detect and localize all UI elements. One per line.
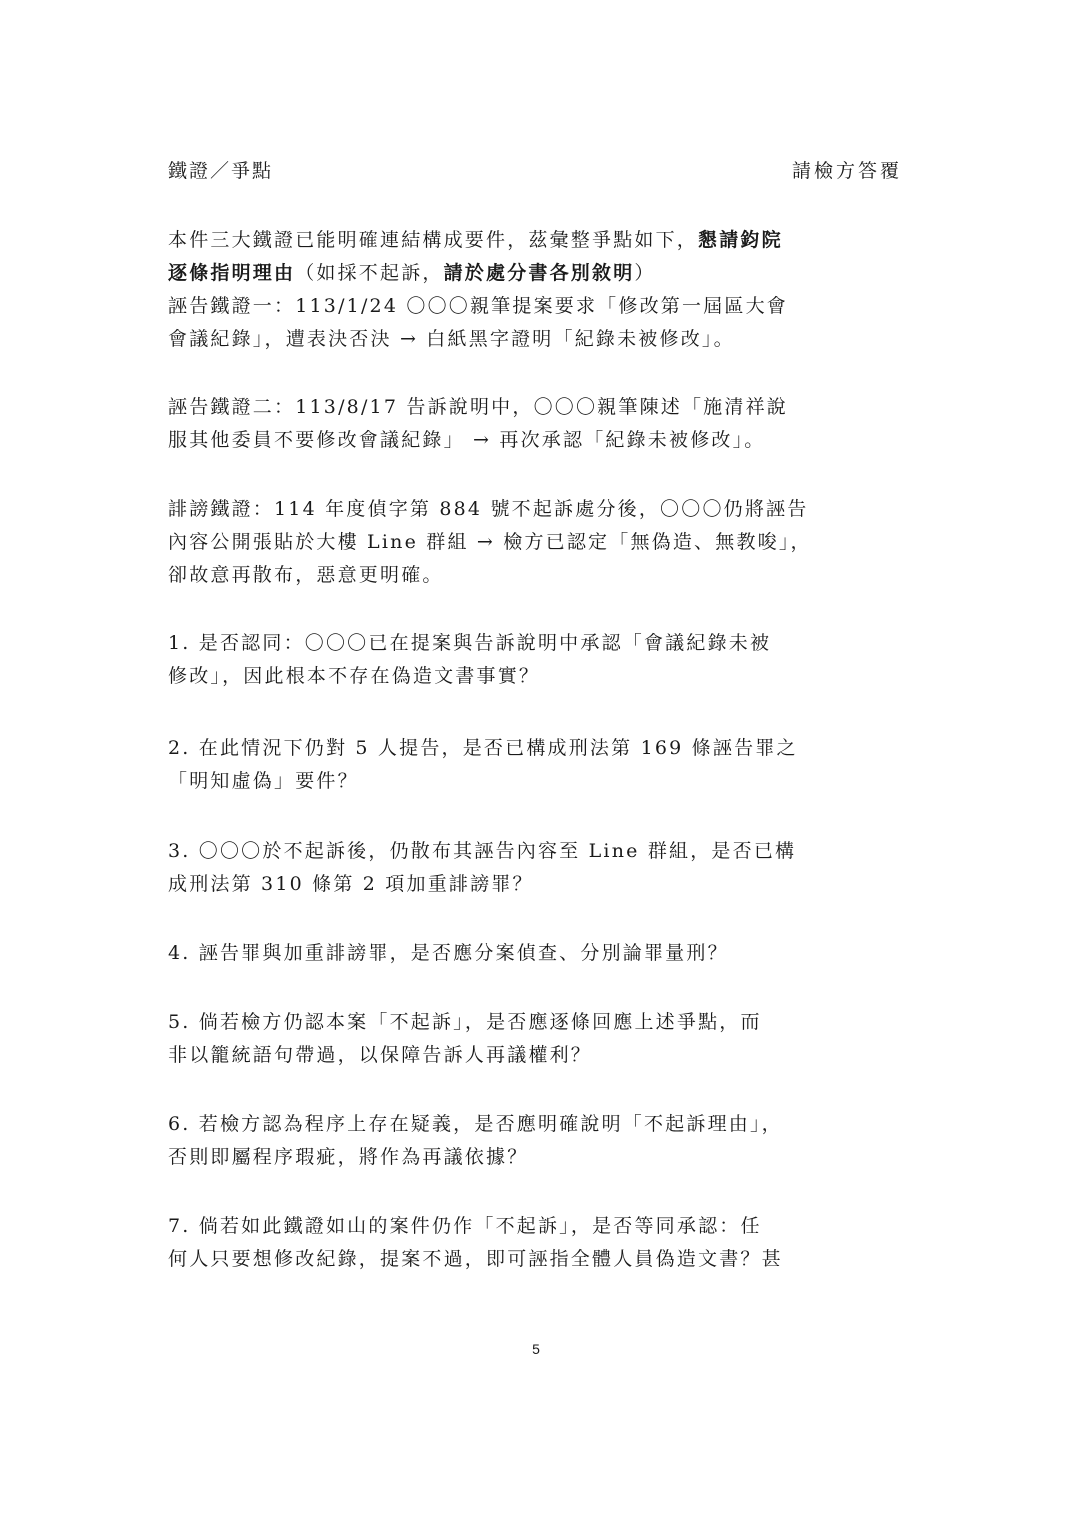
evidence-item-3 <box>168 493 812 592</box>
page-number: 5 <box>532 1341 540 1357</box>
header-request: 請檢方答覆 <box>792 160 903 182</box>
question-line: 3. 〇〇〇於不起訴後，仍散布其誣告內容至 Line 群組，是否已構 <box>168 840 797 862</box>
intro-emphasis-2: 逐條指明理由 <box>168 262 296 284</box>
evidence-item-2 <box>168 391 790 457</box>
question-line: 否則即屬程序瑕疵，將作為再議依據？ <box>168 1146 529 1168</box>
question-item-1 <box>168 627 790 693</box>
question-item-3 <box>168 835 797 901</box>
evidence-item-1 <box>168 290 790 356</box>
evidence-line: 誹謗鐵證：114 年度偵字第 884 號不起訴處分後，〇〇〇仍將誣告 <box>168 498 809 520</box>
question-item-7 <box>168 1210 790 1276</box>
question-item-2 <box>168 732 798 798</box>
evidence-line: 會議紀錄」，遭表決否決 → 白紙黑字證明「紀錄未被修改」。 <box>168 328 735 350</box>
evidence-line: 誣告鐵證二：113/8/17 告訴說明中，〇〇〇親筆陳述「施清祥說 <box>168 396 788 418</box>
question-line: 非以籠統語句帶過，以保障告訴人再議權利？ <box>168 1044 593 1066</box>
question-line: 7. 倘若如此鐵證如山的案件仍作「不起訴」，是否等同承認：任 <box>168 1215 762 1237</box>
evidence-line: 卻故意再散布，惡意更明確。 <box>168 564 444 586</box>
question-line: 2. 在此情況下仍對 5 人提告，是否已構成刑法第 169 條誣告罪之 <box>168 737 798 759</box>
question-item-6 <box>168 1108 790 1174</box>
question-line: 6. 若檢方認為程序上存在疑義，是否應明確說明「不起訴理由」， <box>168 1113 783 1135</box>
evidence-line: 服其他委員不要修改會議紀錄」 → 再次承認「紀錄未被修改」。 <box>168 429 766 451</box>
question-line: 5. 倘若檢方仍認本案「不起訴」，是否應逐條回應上述爭點，而 <box>168 1011 762 1033</box>
intro-line-2: 逐條指明理由（如採不起訴，請於處分書各別敘明） <box>168 262 656 284</box>
header-title: 鐵證／爭點 <box>168 160 274 182</box>
question-line: 修改」，因此根本不存在偽造文書事實？ <box>168 665 541 687</box>
question-line: 成刑法第 310 條第 2 項加重誹謗罪？ <box>168 873 534 895</box>
intro-line-1: 本件三大鐵證已能明確連結構成要件，茲彙整爭點如下，懇請鈞院 <box>168 229 783 251</box>
evidence-line: 誣告鐵證一：113/1/24 〇〇〇親筆提案要求「修改第一屆區大會 <box>168 295 788 317</box>
question-line: 1. 是否認同：〇〇〇已在提案與告訴說明中承認「會議紀錄未被 <box>168 632 772 654</box>
intro-emphasis-1: 懇請鈞院 <box>698 229 783 251</box>
question-item-5 <box>168 1006 790 1072</box>
question-line: 「明知虛偽」要件？ <box>168 770 359 792</box>
intro-emphasis-3: 請於處分書各別敘明 <box>443 262 635 284</box>
question-line: 何人只要想修改紀錄，提案不過，即可誣指全體人員偽造文書？甚 <box>168 1248 783 1270</box>
question-item-4 <box>168 937 790 970</box>
question-line: 4. 誣告罪與加重誹謗罪，是否應分案偵查、分別論罪量刑？ <box>168 942 729 964</box>
intro-paragraph <box>168 224 790 290</box>
evidence-line: 內容公開張貼於大樓 Line 群組 → 檢方已認定「無偽造、無教唆」， <box>168 531 812 553</box>
